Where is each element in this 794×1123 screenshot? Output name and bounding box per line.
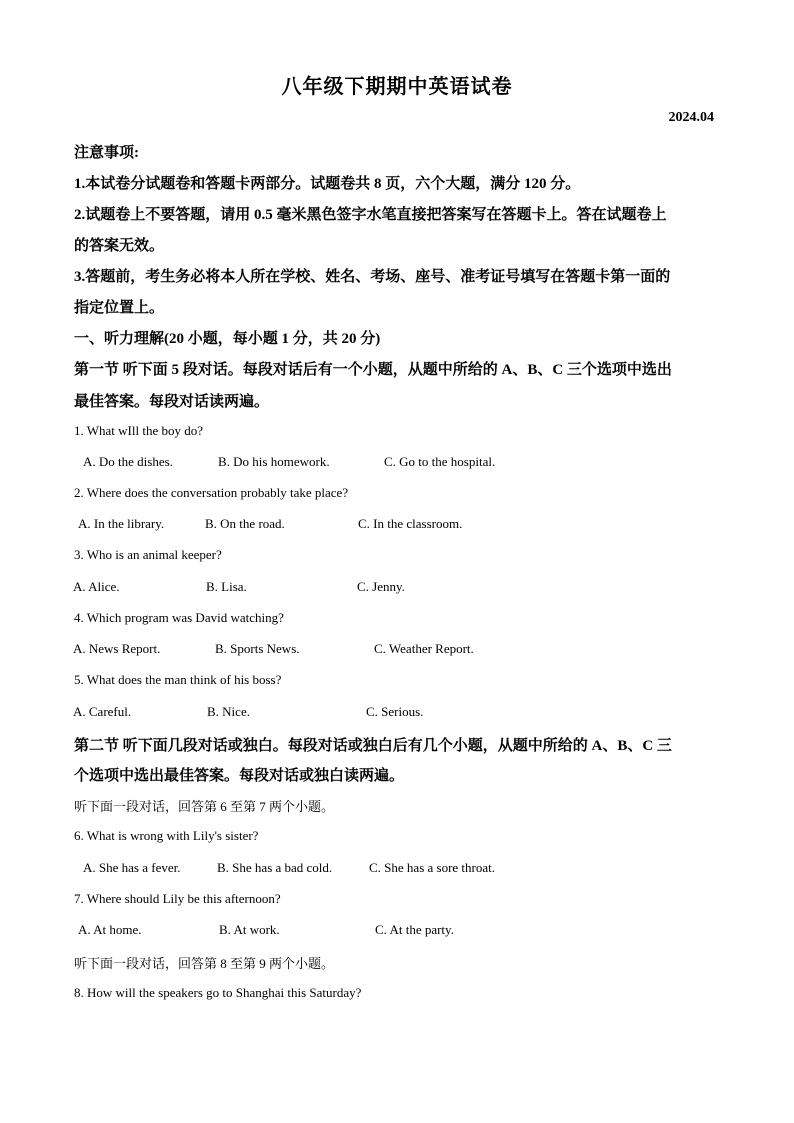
- dialogue-instruction-8-9: 听下面一段对话，回答第 8 至第 9 两个小题。: [74, 956, 335, 971]
- question-7-option-c: C. At the party.: [375, 922, 454, 937]
- note-item-1: 1.本试卷分试题卷和答题卡两部分。试题卷共 8 页，六个大题，满分 120 分。: [74, 176, 581, 192]
- question-3-option-a: A. Alice.: [73, 579, 120, 594]
- part1-heading: 一、听力理解(20 小题，每小题 1 分，共 20 分): [74, 331, 381, 347]
- note-item-3-line-1: 3.答题前，考生务必将本人所在学校、姓名、考场、座号、准考证号填写在答题卡第一面的: [74, 269, 671, 285]
- question-6: 6. What is wrong with Lily's sister?: [74, 828, 259, 843]
- question-7: 7. Where should Lily be this afternoon?: [74, 891, 281, 906]
- question-1-option-b: B. Do his homework.: [218, 454, 330, 469]
- question-5-option-c: C. Serious.: [366, 704, 424, 719]
- dialogue-instruction-6-7: 听下面一段对话，回答第 6 至第 7 两个小题。: [74, 799, 335, 814]
- section1-instruction-line-2: 最佳答案。每段对话读两遍。: [74, 394, 270, 410]
- question-3: 3. Who is an animal keeper?: [74, 547, 222, 562]
- question-4-option-c: C. Weather Report.: [374, 641, 474, 656]
- question-5-option-b: B. Nice.: [207, 704, 250, 719]
- question-3-option-b: B. Lisa.: [206, 579, 247, 594]
- question-6-option-c: C. She has a sore throat.: [369, 860, 496, 875]
- question-7-option-b: B. At work.: [219, 922, 280, 937]
- note-item-2-line-2: 的答案无效。: [74, 238, 165, 254]
- exam-date: 2024.04: [668, 110, 714, 125]
- question-5: 5. What does the man think of his boss?: [74, 672, 282, 687]
- question-8: 8. How will the speakers go to Shanghai this Saturday?: [74, 985, 362, 1000]
- question-6-option-b: B. She has a bad cold.: [217, 860, 333, 875]
- question-2-option-a: A. In the library.: [78, 516, 165, 531]
- question-5-option-a: A. Careful.: [73, 704, 132, 719]
- question-2: 2. Where does the conversation probably take place?: [74, 485, 349, 500]
- section2-instruction-line-2: 个选项中选出最佳答案。每段对话或独白读两遍。: [74, 768, 405, 784]
- question-2-option-c: C. In the classroom.: [358, 516, 463, 531]
- question-1-option-c: C. Go to the hospital.: [384, 454, 496, 469]
- question-4: 4. Which program was David watching?: [74, 610, 284, 625]
- question-2-option-b: B. On the road.: [205, 516, 285, 531]
- note-item-2-line-1: 2.试题卷上不要答题，请用 0.5 毫米黑色签字水笔直接把答案写在答题卡上。答在试题卷上: [74, 207, 667, 223]
- section1-instruction-line-1: 第一节 听下面 5 段对话。每段对话后有一个小题，从题中所给的 A、B、C 三个选项中选出: [74, 362, 672, 378]
- question-1: 1. What wIll the boy do?: [74, 423, 204, 438]
- notes-heading: 注意事项:: [74, 145, 139, 161]
- section2-instruction-line-1: 第二节 听下面几段对话或独白。每段对话或独白后有几个小题，从题中所给的 A、B、C 三: [74, 738, 672, 754]
- question-3-option-c: C. Jenny.: [357, 579, 405, 594]
- question-7-option-a: A. At home.: [78, 922, 142, 937]
- question-1-option-a: A. Do the dishes.: [83, 454, 173, 469]
- question-4-option-a: A. News Report.: [73, 641, 161, 656]
- question-6-option-a: A. She has a fever.: [83, 860, 181, 875]
- note-item-3-line-2: 指定位置上。: [74, 300, 165, 316]
- exam-title: 八年级下期期中英语试卷: [281, 76, 513, 98]
- question-4-option-b: B. Sports News.: [215, 641, 300, 656]
